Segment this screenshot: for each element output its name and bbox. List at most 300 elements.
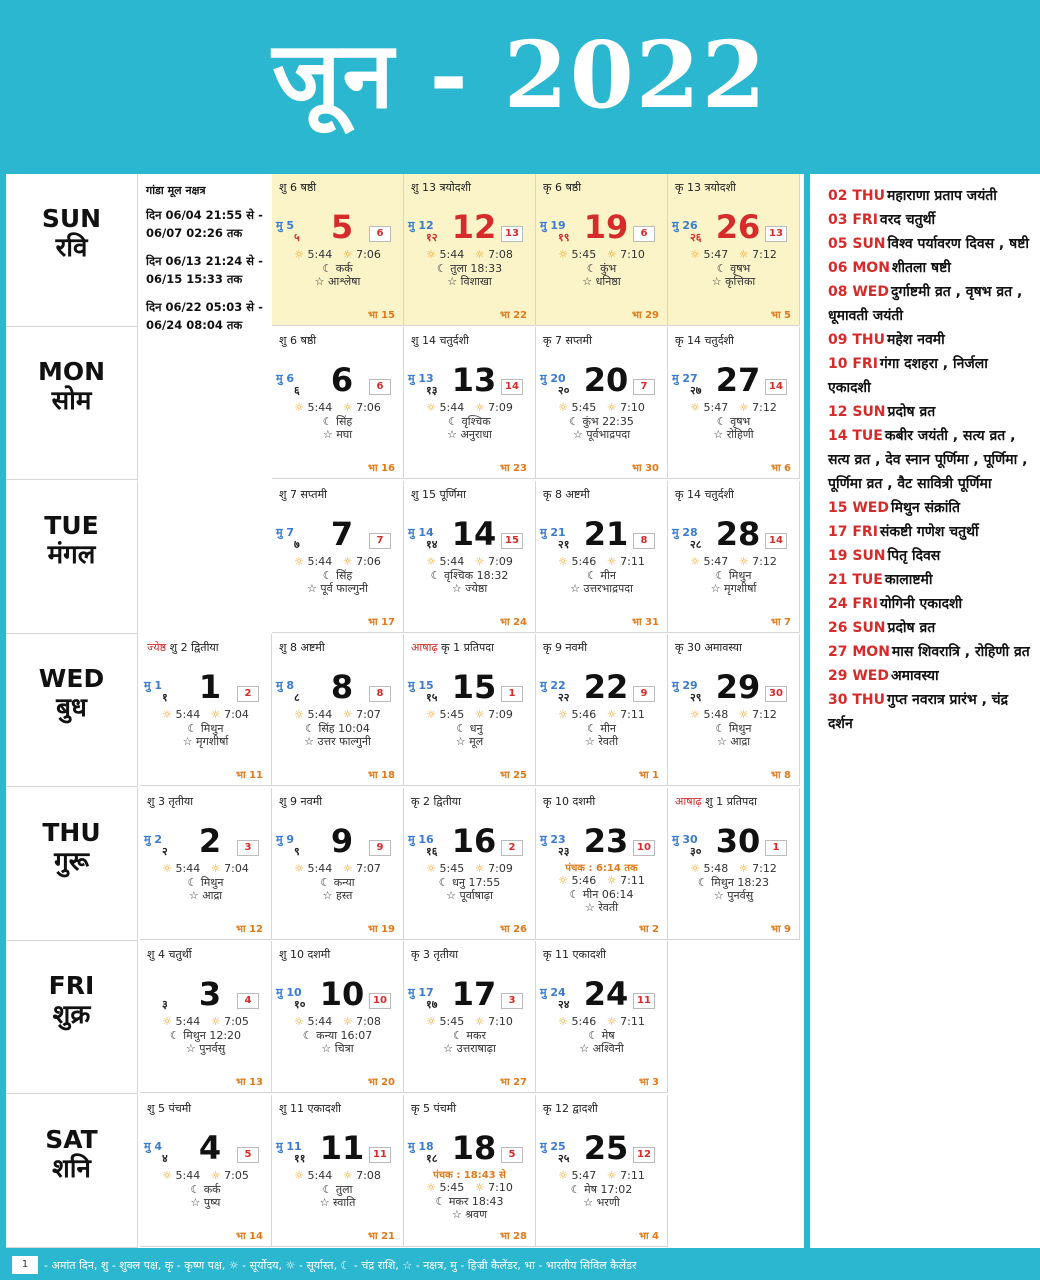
day-cell[interactable]: [272, 941, 404, 1093]
sun-times: [404, 862, 535, 875]
festival-item: [828, 280, 1032, 328]
indian-civil-date: भा 26: [499, 924, 527, 935]
star-icon: ☆: [713, 889, 724, 902]
tithi-label: [411, 487, 466, 502]
sunrise-icon: ☼: [294, 401, 305, 414]
tithi-text: कृ 12 द्वादशी: [543, 1102, 598, 1115]
nakshatra: [140, 1195, 271, 1210]
sunset-time: 7:10: [488, 1015, 513, 1028]
tithi-text: कृ 7 सप्तमी: [543, 334, 592, 347]
gregorian-date: 17: [451, 975, 497, 1013]
sun-times: [140, 862, 271, 875]
gregorian-date: 12: [451, 208, 497, 246]
moon-sign-text: मिथुन: [728, 569, 752, 582]
gregorian-date: 27: [715, 361, 761, 399]
star-icon: ☆: [182, 735, 193, 748]
star-icon: ☆: [584, 735, 595, 748]
weekday-hi: शनि: [52, 1154, 91, 1184]
festival-item: [828, 520, 1032, 544]
sunrise-time: 5:44: [307, 555, 333, 568]
day-cell[interactable]: [140, 941, 272, 1093]
nakshatra-text: पूर्वभाद्रपदा: [586, 428, 631, 441]
tithi-text: शु 2 द्वितीया: [169, 641, 219, 654]
gregorian-date: 21: [583, 515, 629, 553]
sun-times: [536, 708, 667, 721]
tithi-label: [411, 947, 458, 962]
festival-item: [828, 664, 1032, 688]
legend-box: 1: [12, 1256, 38, 1274]
nakshatra-text: पुनर्वसु: [199, 1042, 226, 1055]
day-cell[interactable]: [140, 1095, 272, 1247]
gregorian-date: 23: [583, 822, 629, 860]
festival-name: प्रदोष व्रत: [887, 620, 936, 636]
festival-date: 17 FRI: [828, 524, 878, 540]
sunset-time: 7:11: [620, 555, 645, 568]
devanagari-date: ३०: [690, 845, 702, 858]
moon-sign-text: मिथुन: [728, 722, 752, 735]
hijri-date: मु 4: [144, 1140, 163, 1153]
tithi-text: कृ 2 द्वितीया: [411, 795, 461, 808]
hijri-date: मु 10: [276, 986, 302, 999]
day-cell[interactable]: [272, 174, 404, 326]
festival-list: [810, 174, 1040, 1248]
sunrise-time: 5:44: [175, 1015, 201, 1028]
weekday-en: THU: [42, 818, 101, 847]
weekday-en: FRI: [48, 971, 95, 1000]
sunset-icon: ☼: [606, 1015, 617, 1028]
day-cell[interactable]: [536, 1095, 668, 1247]
nakshatra-text: स्वाति: [333, 1196, 356, 1209]
nakshatra: [404, 1207, 535, 1222]
indian-civil-date: भा 28: [499, 1231, 527, 1242]
nakshatra: [272, 888, 403, 903]
month-start-label: आषाढ़: [411, 641, 438, 654]
moon-sign-text: वृश्चिक: [461, 415, 491, 428]
sunset-icon: ☼: [210, 1015, 221, 1028]
tithi-text: कृ 1 प्रतिपदा: [441, 641, 494, 654]
hijri-date: मु 27: [672, 372, 698, 385]
sun-times: [668, 555, 799, 568]
moon-sign-text: कन्या 16:07: [316, 1029, 373, 1042]
weekday-label: [6, 481, 138, 634]
hijri-date: मु 26: [672, 219, 698, 232]
sunset-time: 7:11: [620, 874, 645, 887]
sunrise-time: 5:46: [571, 1015, 597, 1028]
sunrise-time: 5:45: [571, 401, 597, 414]
hijri-date: मु 8: [276, 679, 295, 692]
day-cell[interactable]: [536, 941, 668, 1093]
festival-item: [828, 496, 1032, 520]
tithi-text: शु 14 चतुर्दशी: [411, 334, 469, 347]
day-cell[interactable]: [668, 788, 800, 940]
tithi-label: [543, 180, 581, 195]
hijri-date: मु 1: [144, 679, 163, 692]
sun-times: [536, 1015, 667, 1028]
tithi-text: शु 6 षष्ठी: [279, 334, 317, 347]
indian-civil-date: भा 6: [770, 463, 791, 474]
day-cell[interactable]: [668, 634, 800, 786]
sunset-icon: ☼: [606, 555, 617, 568]
moon-icon: ☾: [716, 262, 727, 275]
sunrise-time: 5:44: [439, 555, 465, 568]
gregorian-date: 3: [198, 975, 222, 1013]
gregorian-date: 13: [451, 361, 497, 399]
tithi-text: शु 4 चतुर्थी: [147, 948, 192, 961]
moon-icon: ☾: [435, 1195, 446, 1208]
sunset-time: 7:09: [488, 708, 513, 721]
sun-times: [272, 862, 403, 875]
sunset-time: 7:12: [752, 401, 777, 414]
day-cell[interactable]: [404, 481, 536, 633]
devanagari-date: २८: [690, 538, 702, 551]
festival-name: मास शिवरात्रि , रोहिणी व्रत: [891, 644, 1030, 660]
sunrise-icon: ☼: [690, 555, 701, 568]
sun-times: [536, 874, 667, 887]
sunset-time: 7:05: [224, 1015, 249, 1028]
moon-icon: ☾: [715, 569, 726, 582]
sun-times: [140, 1015, 271, 1028]
tithi-label: [675, 794, 757, 809]
tithi-label: [675, 180, 736, 195]
lunar-day-box: 5: [237, 1147, 259, 1163]
weekday-label: [6, 1095, 138, 1248]
nakshatra: [668, 274, 799, 289]
day-cell[interactable]: [668, 481, 800, 633]
day-cell[interactable]: [404, 941, 536, 1093]
lunar-day-box: 5: [501, 1147, 523, 1163]
day-cell[interactable]: [272, 481, 404, 633]
hijri-date: मु 30: [672, 833, 698, 846]
festival-item: [828, 328, 1032, 352]
star-icon: ☆: [583, 1196, 594, 1209]
sunset-time: 7:11: [620, 708, 645, 721]
day-cell[interactable]: [536, 634, 668, 786]
moon-icon: ☾: [456, 722, 467, 735]
indian-civil-date: भा 20: [367, 1077, 395, 1088]
sunrise-time: 5:47: [703, 555, 729, 568]
lunar-day-box: 11: [369, 1147, 391, 1163]
moon-sign-text: तुला 18:33: [450, 262, 503, 275]
gregorian-date: 1: [198, 668, 222, 706]
hijri-date: मु 29: [672, 679, 698, 692]
devanagari-date: २९: [690, 691, 702, 704]
sunrise-icon: ☼: [426, 555, 437, 568]
indian-civil-date: भा 27: [499, 1077, 527, 1088]
nakshatra: [272, 274, 403, 289]
sunset-time: 7:10: [488, 1181, 513, 1194]
lunar-day-box: 1: [501, 686, 523, 702]
day-cell[interactable]: [668, 327, 800, 479]
sun-times: [536, 401, 667, 414]
indian-civil-date: भा 11: [235, 770, 263, 781]
indian-civil-date: भा 29: [631, 310, 659, 321]
nakshatra-text: रोहिणी: [726, 428, 754, 441]
tithi-label: [147, 947, 192, 962]
devanagari-date: १४: [426, 538, 438, 551]
festival-date: 12 SUN: [828, 404, 886, 420]
day-cell[interactable]: [536, 174, 668, 326]
tithi-label: [279, 180, 316, 195]
festival-name: गंगा दशहरा , निर्जला एकादशी: [828, 356, 988, 396]
nakshatra: [404, 274, 535, 289]
moon-icon: ☾: [430, 569, 441, 582]
tithi-label: [279, 333, 316, 348]
sunset-icon: ☼: [474, 248, 485, 261]
nakshatra-text: आद्रा: [730, 735, 751, 748]
nakshatra-text: भरणी: [596, 1196, 620, 1209]
sunset-icon: ☼: [474, 401, 485, 414]
festival-date: 19 SUN: [828, 548, 886, 564]
sunrise-icon: ☼: [162, 1015, 173, 1028]
day-cell[interactable]: [668, 174, 800, 326]
lunar-day-box: 13: [501, 226, 523, 242]
sunset-icon: ☼: [342, 1169, 353, 1182]
lunar-day-box: 2: [237, 686, 259, 702]
hijri-date: मु 20: [540, 372, 566, 385]
sunrise-icon: ☼: [690, 708, 701, 721]
sun-times: [404, 555, 535, 568]
tithi-label: [675, 640, 742, 655]
sunset-time: 7:07: [356, 708, 381, 721]
tithi-label: [279, 794, 322, 809]
sunrise-icon: ☼: [558, 555, 569, 568]
sunrise-icon: ☼: [162, 708, 173, 721]
tithi-text: शु 15 पूर्णिमा: [411, 488, 466, 501]
moon-sign-text: वृषभ: [730, 262, 751, 275]
day-cell[interactable]: [536, 327, 668, 479]
festival-item: [828, 400, 1032, 424]
day-cell[interactable]: [272, 1095, 404, 1247]
sunrise-time: 5:44: [307, 401, 333, 414]
nakshatra-text: पुष्य: [203, 1196, 221, 1209]
sunset-time: 7:12: [752, 248, 777, 261]
star-icon: ☆: [455, 735, 466, 748]
tithi-label: [543, 640, 587, 655]
star-icon: ☆: [579, 1042, 590, 1055]
sunrise-icon: ☼: [426, 401, 437, 414]
moon-sign-text: सिंह: [336, 569, 353, 582]
indian-civil-date: भा 3: [638, 1077, 659, 1088]
gregorian-date: 15: [451, 668, 497, 706]
devanagari-date: ७: [294, 538, 300, 551]
sun-times: [536, 555, 667, 568]
moon-sign-text: मीन: [600, 722, 616, 735]
nakshatra: [404, 888, 535, 903]
sunrise-time: 5:46: [571, 874, 597, 887]
hijri-date: मु 19: [540, 219, 566, 232]
sunrise-icon: ☼: [294, 1015, 305, 1028]
sunset-time: 7:12: [752, 555, 777, 568]
sunset-icon: ☼: [210, 1169, 221, 1182]
moon-sign-text: धनु: [469, 722, 483, 735]
day-cell[interactable]: [536, 481, 668, 633]
festival-date: 02 THU: [828, 188, 885, 204]
devanagari-date: २३: [558, 845, 570, 858]
indian-civil-date: भा 18: [367, 770, 395, 781]
moon-icon: ☾: [587, 722, 597, 735]
moon-sign-text: धनु 17:55: [452, 876, 501, 889]
month-start-label: आषाढ़: [675, 795, 702, 808]
lunar-day-box: 14: [501, 379, 523, 395]
moon-icon: ☾: [169, 1029, 180, 1042]
festival-item: [828, 616, 1032, 640]
festival-date: 26 SUN: [828, 620, 886, 636]
moon-sign-text: सिंह: [336, 415, 353, 428]
nakshatra-text: अश्विनी: [592, 1042, 624, 1055]
star-icon: ☆: [447, 428, 457, 441]
sunset-time: 7:04: [224, 708, 249, 721]
gregorian-date: 11: [319, 1129, 365, 1167]
sunrise-time: 5:45: [439, 1181, 465, 1194]
lunar-day-box: 3: [237, 840, 259, 856]
moon-icon: ☾: [588, 1029, 599, 1042]
sunset-icon: ☼: [606, 401, 617, 414]
gregorian-date: 30: [715, 822, 761, 860]
lunar-day-box: 14: [765, 533, 787, 549]
nakshatra: [536, 1195, 667, 1210]
lunar-day-box: 14: [765, 379, 787, 395]
day-cell[interactable]: [404, 1095, 536, 1247]
festival-item: [828, 424, 1032, 496]
tithi-text: शु 13 त्रयोदशी: [411, 181, 471, 194]
sunrise-time: 5:44: [307, 1015, 333, 1028]
festival-name: संकष्टी गणेश चतुर्थी: [879, 524, 979, 540]
festival-name: विश्व पर्यावरण दिवस , षष्टी: [887, 236, 1030, 252]
nakshatra: [272, 734, 403, 749]
sun-times: [272, 401, 403, 414]
day-cell[interactable]: [272, 788, 404, 940]
gregorian-date: 8: [330, 668, 354, 706]
nakshatra: [272, 581, 403, 596]
sunrise-time: 5:44: [307, 708, 333, 721]
sunrise-icon: ☼: [558, 1015, 569, 1028]
tithi-label: [411, 640, 494, 655]
star-icon: ☆: [304, 735, 314, 748]
hijri-date: मु 25: [540, 1140, 566, 1153]
tithi-text: कृ 13 त्रयोदशी: [675, 181, 736, 194]
day-cell[interactable]: [272, 634, 404, 786]
festival-name: कबीर जयंती , सत्य व्रत , सत्य व्रत , देव स्नान पूर्णिमा , पूर्णिमा , पूर्णिमा व्रत , वैट सावित्री पूर्णिमा: [828, 428, 1028, 492]
festival-date: 27 MON: [828, 644, 890, 660]
weekday-hi: रवि: [55, 233, 88, 263]
day-cell[interactable]: [404, 174, 536, 326]
day-cell[interactable]: [536, 788, 668, 940]
tithi-label: [675, 333, 734, 348]
sunset-icon: ☼: [474, 1181, 485, 1194]
gregorian-date: 20: [583, 361, 629, 399]
nakshatra-text: मृगशीर्षा: [724, 582, 757, 595]
nakshatra: [668, 888, 799, 903]
day-cell[interactable]: [140, 634, 272, 786]
tithi-label: [147, 1101, 191, 1116]
star-icon: ☆: [190, 1196, 201, 1209]
day-cell[interactable]: [404, 327, 536, 479]
day-cell[interactable]: [404, 634, 536, 786]
star-icon: ☆: [446, 889, 456, 902]
sunset-time: 7:08: [356, 1169, 381, 1182]
nakshatra-text: पूर्व फाल्गुनी: [320, 582, 368, 595]
sunrise-time: 5:44: [307, 248, 333, 261]
lunar-day-box: 9: [369, 840, 391, 856]
indian-civil-date: भा 7: [770, 617, 791, 628]
festival-name: गुप्त नवरात्र प्रारंभ , चंद्र दर्शन: [828, 692, 1009, 732]
moon-sign-text: मेष: [601, 1029, 615, 1042]
weekday-en: SAT: [45, 1125, 98, 1154]
moon-sign-text: कन्या: [333, 876, 355, 889]
moon-sign-text: सिंह 10:04: [318, 722, 370, 735]
moon-sign-text: कर्क: [203, 1183, 221, 1196]
day-cell[interactable]: [404, 788, 536, 940]
festival-item: [828, 592, 1032, 616]
moon-icon: ☾: [569, 415, 579, 428]
sunrise-icon: ☼: [558, 248, 569, 261]
weekday-hi: सोम: [51, 386, 92, 416]
sunset-icon: ☼: [738, 401, 749, 414]
star-icon: ☆: [711, 275, 722, 288]
lunar-day-box: 12: [633, 1147, 655, 1163]
nakshatra-text: चित्रा: [334, 1042, 354, 1055]
tithi-label: [543, 1101, 598, 1116]
festival-date: 10 FRI: [828, 356, 878, 372]
nakshatra-text: उत्तरभाद्रपदा: [583, 582, 633, 595]
lunar-day-box: 3: [501, 993, 523, 1009]
festival-name: दुर्गाष्टमी व्रत , वृषभ व्रत , धूमावती जयंती: [828, 284, 1023, 324]
nakshatra-text: श्रवण: [465, 1208, 488, 1221]
sunset-time: 7:12: [752, 708, 777, 721]
tithi-label: [543, 333, 592, 348]
star-icon: ☆: [582, 275, 593, 288]
sunset-icon: ☼: [474, 708, 485, 721]
sunrise-time: 5:45: [571, 248, 597, 261]
sunset-time: 7:04: [224, 862, 249, 875]
star-icon: ☆: [443, 1042, 454, 1055]
lunar-day-box: 30: [765, 686, 787, 702]
hijri-date: मु 9: [276, 833, 295, 846]
devanagari-date: ६: [294, 384, 300, 397]
nakshatra-text: धनिष्ठा: [595, 275, 621, 288]
weekday-label: [6, 174, 138, 327]
indian-civil-date: भा 5: [770, 310, 791, 321]
moon-icon: ☾: [587, 569, 597, 582]
indian-civil-date: भा 30: [631, 463, 659, 474]
lunar-day-box: 4: [237, 993, 259, 1009]
sunset-icon: ☼: [738, 708, 749, 721]
month-title: जून - 2022: [272, 21, 768, 129]
indian-civil-date: भा 31: [631, 617, 659, 628]
moon-sign-text: मिथुन: [200, 722, 224, 735]
sunrise-time: 5:44: [175, 1169, 201, 1182]
tithi-text: शु 9 नवमी: [279, 795, 323, 808]
tithi-text: शु 1 प्रतिपदा: [705, 795, 757, 808]
moon-icon: ☾: [697, 876, 708, 889]
star-icon: ☆: [322, 889, 333, 902]
gregorian-date: 25: [583, 1129, 629, 1167]
festival-item: [828, 568, 1032, 592]
day-cell[interactable]: [140, 788, 272, 940]
nakshatra-text: मघा: [336, 428, 353, 441]
indian-civil-date: भा 1: [638, 770, 659, 781]
hijri-date: मु 12: [408, 219, 434, 232]
moon-sign-text: तुला: [335, 1183, 353, 1196]
nakshatra: [536, 1041, 667, 1056]
tithi-label: [279, 947, 330, 962]
tithi-text: शु 8 अष्टमी: [279, 641, 325, 654]
star-icon: ☆: [322, 428, 333, 441]
day-cell[interactable]: [272, 327, 404, 479]
gregorian-date: 6: [330, 361, 354, 399]
hijri-date: मु 28: [672, 526, 698, 539]
sunrise-icon: ☼: [426, 708, 437, 721]
